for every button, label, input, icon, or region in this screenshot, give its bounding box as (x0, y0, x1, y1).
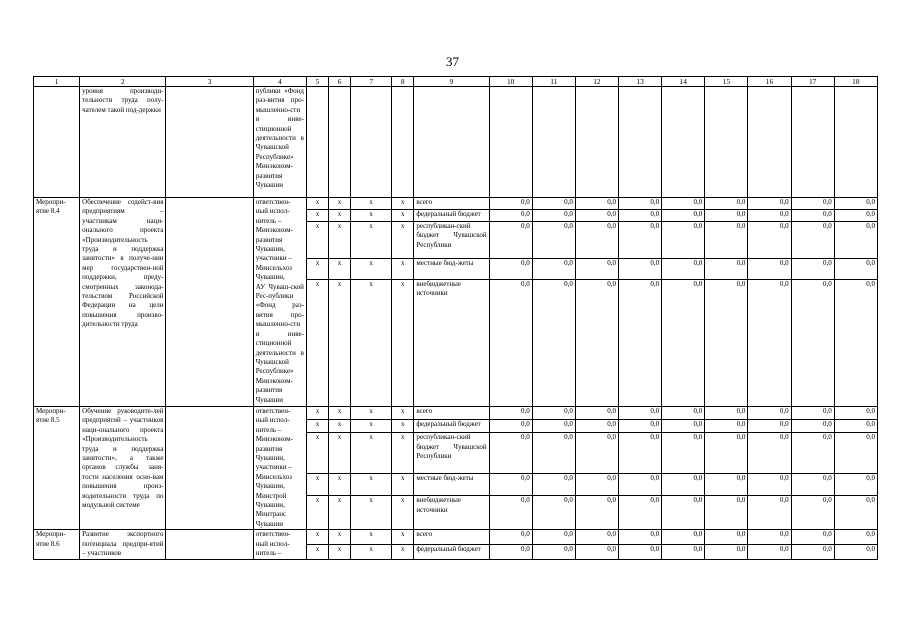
marker-cell: х (306, 420, 328, 433)
amount-cell: 0,0 (662, 280, 705, 407)
marker-cell: х (329, 473, 351, 496)
marker-cell: х (351, 280, 392, 407)
measure-row (34, 407, 878, 420)
amount-cell: 0,0 (705, 280, 748, 407)
header-cell: 12 (575, 77, 618, 87)
cont-empty-cell (748, 87, 791, 198)
amount-cell: 0,0 (748, 420, 791, 433)
amount-cell: 0,0 (834, 433, 877, 473)
marker-cell: х (351, 198, 392, 210)
amount-cell: 0,0 (532, 210, 575, 222)
amount-cell: 0,0 (489, 544, 532, 559)
amount-cell: 0,0 (575, 433, 618, 473)
marker-cell: х (306, 407, 328, 420)
header-cell: 14 (662, 77, 705, 87)
amount-cell: 0,0 (575, 473, 618, 496)
amount-cell: 0,0 (791, 280, 834, 407)
amount-cell: 0,0 (662, 259, 705, 280)
header-cell: 8 (392, 77, 414, 87)
amount-cell: 0,0 (662, 198, 705, 210)
amount-cell: 0,0 (791, 259, 834, 280)
header-cell: 3 (166, 77, 253, 87)
marker-cell: х (329, 433, 351, 473)
cont-empty-cell (619, 87, 662, 198)
amount-cell: 0,0 (489, 407, 532, 420)
amount-cell: 0,0 (662, 473, 705, 496)
amount-cell: 0,0 (575, 544, 618, 559)
executor-line: Минэконом-развития Чувашии, участники – (255, 435, 293, 472)
amount-cell: 0,0 (619, 222, 662, 259)
amount-cell: 0,0 (619, 420, 662, 433)
amount-cell: 0,0 (791, 496, 834, 530)
amount-cell: 0,0 (748, 473, 791, 496)
amount-cell: 0,0 (705, 407, 748, 420)
budget-table (33, 76, 878, 560)
funding-source: федеральный бюджет (414, 420, 489, 433)
measure-row (34, 530, 878, 545)
executor-line: Минэконом-развития Чувашии, (255, 226, 293, 254)
amount-cell: 0,0 (619, 259, 662, 280)
funding-source: всего (414, 198, 489, 210)
header-cell: 9 (414, 77, 489, 87)
amount-cell: 0,0 (489, 473, 532, 496)
measure-id: Меропри-ятие 8.5 (34, 407, 80, 530)
measure-executor (253, 407, 306, 530)
amount-cell: 0,0 (532, 473, 575, 496)
amount-cell: 0,0 (619, 210, 662, 222)
amount-cell: 0,0 (748, 433, 791, 473)
continuation-row (34, 87, 878, 198)
amount-cell: 0,0 (791, 222, 834, 259)
funding-source: республикан-ский бюджет Чувашской Республики (414, 222, 489, 259)
header-cell: 1 (34, 77, 80, 87)
amount-cell: 0,0 (575, 198, 618, 210)
measure-description: Обучение руководите-лей предприятий – участников наци-онального проекта «Производительность труда и поддержка занятости», а также органов службы заня-тости населения осно-вам повышения произ-водительности труда по модульной системе (80, 407, 166, 530)
cont-description: уровня производи-тельности труда полу-чателем такой под-держки (80, 87, 166, 198)
measure-row (34, 198, 878, 210)
cont-empty-cell (306, 87, 328, 198)
measure-description: Развитие экспортного потенциала предпри-ятий – участников (80, 530, 166, 559)
amount-cell: 0,0 (705, 222, 748, 259)
amount-cell: 0,0 (748, 210, 791, 222)
header-cell: 18 (834, 77, 877, 87)
cont-empty-cell (791, 87, 834, 198)
amount-cell: 0,0 (619, 198, 662, 210)
marker-cell: х (392, 473, 414, 496)
marker-cell: х (306, 198, 328, 210)
amount-cell: 0,0 (532, 222, 575, 259)
amount-cell: 0,0 (705, 473, 748, 496)
marker-cell: х (329, 280, 351, 407)
marker-cell: х (351, 420, 392, 433)
marker-cell: х (306, 473, 328, 496)
header-cell: 16 (748, 77, 791, 87)
amount-cell: 0,0 (791, 198, 834, 210)
header-cell: 11 (532, 77, 575, 87)
amount-cell: 0,0 (834, 496, 877, 530)
marker-cell: х (392, 433, 414, 473)
funding-source: внебюджетные источники (414, 280, 489, 407)
cont-empty-cell (834, 87, 877, 198)
amount-cell: 0,0 (575, 496, 618, 530)
amount-cell: 0,0 (705, 420, 748, 433)
amount-cell: 0,0 (532, 259, 575, 280)
amount-cell: 0,0 (619, 280, 662, 407)
amount-cell: 0,0 (619, 473, 662, 496)
executor-line: ный испол- (255, 539, 290, 548)
amount-cell: 0,0 (748, 198, 791, 210)
amount-cell: 0,0 (705, 210, 748, 222)
header-cell: 6 (329, 77, 351, 87)
measure-col3 (166, 530, 253, 559)
measure-executor (253, 198, 306, 407)
executor-line: ответствен- (255, 530, 291, 539)
funding-source: внебюджетные источники (414, 496, 489, 530)
amount-cell: 0,0 (575, 280, 618, 407)
executor-line: Минсельхоз Чувашии, (255, 263, 292, 282)
funding-source: федеральный бюджет (414, 210, 489, 222)
marker-cell: х (351, 530, 392, 545)
marker-cell: х (329, 544, 351, 559)
funding-source: всего (414, 530, 489, 545)
measure-id: Меропри-ятие 8.4 (34, 198, 80, 407)
amount-cell: 0,0 (489, 280, 532, 407)
amount-cell: 0,0 (619, 433, 662, 473)
marker-cell: х (329, 530, 351, 545)
amount-cell: 0,0 (532, 496, 575, 530)
header-cell: 15 (705, 77, 748, 87)
amount-cell: 0,0 (705, 198, 748, 210)
amount-cell: 0,0 (834, 407, 877, 420)
marker-cell: х (329, 259, 351, 280)
marker-cell: х (306, 210, 328, 222)
amount-cell: 0,0 (748, 544, 791, 559)
amount-cell: 0,0 (748, 407, 791, 420)
amount-cell: 0,0 (532, 433, 575, 473)
cont-empty-cell (392, 87, 414, 198)
amount-cell: 0,0 (834, 473, 877, 496)
executor-line: нитель – (255, 549, 282, 558)
amount-cell: 0,0 (489, 496, 532, 530)
marker-cell: х (351, 473, 392, 496)
amount-cell: 0,0 (575, 222, 618, 259)
marker-cell: х (392, 280, 414, 407)
executor-line: нитель – (255, 425, 282, 434)
header-cell: 5 (306, 77, 328, 87)
amount-cell: 0,0 (705, 433, 748, 473)
header-cell: 10 (489, 77, 532, 87)
marker-cell: х (306, 433, 328, 473)
amount-cell: 0,0 (791, 473, 834, 496)
amount-cell: 0,0 (619, 544, 662, 559)
funding-source: всего (414, 407, 489, 420)
marker-cell: х (392, 420, 414, 433)
header-cell: 13 (619, 77, 662, 87)
executor-line: ответствен- (255, 407, 291, 415)
amount-cell: 0,0 (575, 407, 618, 420)
amount-cell: 0,0 (662, 407, 705, 420)
marker-cell: х (392, 407, 414, 420)
amount-cell: 0,0 (532, 198, 575, 210)
cont-empty-cell (705, 87, 748, 198)
amount-cell: 0,0 (532, 407, 575, 420)
amount-cell: 0,0 (489, 530, 532, 545)
amount-cell: 0,0 (489, 433, 532, 473)
amount-cell: 0,0 (834, 530, 877, 545)
executor-line: Минстрой Чувашии, Минтранс Чувашии (255, 491, 287, 528)
marker-cell: х (392, 222, 414, 259)
funding-source: местные бюд-жеты (414, 259, 489, 280)
amount-cell: 0,0 (575, 530, 618, 545)
amount-cell: 0,0 (662, 433, 705, 473)
cont-empty-cell (575, 87, 618, 198)
executor-line: ответствен- (255, 198, 291, 206)
amount-cell: 0,0 (791, 530, 834, 545)
measure-col3 (166, 407, 253, 530)
amount-cell: 0,0 (748, 530, 791, 545)
amount-cell: 0,0 (662, 210, 705, 222)
cont-id-cell (34, 87, 80, 198)
amount-cell: 0,0 (575, 210, 618, 222)
amount-cell: 0,0 (575, 259, 618, 280)
executor-line: Минсельхоз Чувашии, (255, 472, 292, 491)
marker-cell: х (351, 259, 392, 280)
amount-cell: 0,0 (532, 544, 575, 559)
amount-cell: 0,0 (575, 420, 618, 433)
marker-cell: х (306, 280, 328, 407)
marker-cell: х (329, 222, 351, 259)
amount-cell: 0,0 (662, 530, 705, 545)
marker-cell: х (329, 420, 351, 433)
cont-empty-cell (351, 87, 392, 198)
marker-cell: х (392, 259, 414, 280)
amount-cell: 0,0 (834, 222, 877, 259)
page-number: 37 (446, 54, 459, 69)
executor-line: ный испол- (255, 416, 290, 425)
executor-line: ный испол- (255, 207, 290, 216)
amount-cell: 0,0 (834, 210, 877, 222)
header-row (34, 77, 878, 87)
amount-cell: 0,0 (834, 544, 877, 559)
cont-empty-cell (662, 87, 705, 198)
header-cell: 2 (80, 77, 166, 87)
marker-cell: х (329, 198, 351, 210)
marker-cell: х (306, 222, 328, 259)
amount-cell: 0,0 (834, 280, 877, 407)
header-cell: 17 (791, 77, 834, 87)
amount-cell: 0,0 (791, 420, 834, 433)
funding-source: местные бюд-жеты (414, 473, 489, 496)
amount-cell: 0,0 (748, 496, 791, 530)
marker-cell: х (306, 530, 328, 545)
measure-executor (253, 530, 306, 559)
amount-cell: 0,0 (619, 496, 662, 530)
amount-cell: 0,0 (791, 433, 834, 473)
measure-id: Меропри-ятие 8.6 (34, 530, 80, 559)
amount-cell: 0,0 (619, 407, 662, 420)
amount-cell: 0,0 (662, 496, 705, 530)
marker-cell: х (392, 530, 414, 545)
amount-cell: 0,0 (791, 544, 834, 559)
cont-empty-cell (414, 87, 489, 198)
amount-cell: 0,0 (662, 222, 705, 259)
executor-line: участники – (255, 254, 292, 263)
amount-cell: 0,0 (489, 259, 532, 280)
amount-cell: 0,0 (532, 530, 575, 545)
amount-cell: 0,0 (619, 530, 662, 545)
amount-cell: 0,0 (662, 420, 705, 433)
amount-cell: 0,0 (791, 210, 834, 222)
amount-cell: 0,0 (705, 259, 748, 280)
amount-cell: 0,0 (705, 544, 748, 559)
marker-cell: х (392, 198, 414, 210)
amount-cell: 0,0 (705, 496, 748, 530)
amount-cell: 0,0 (662, 544, 705, 559)
funding-source: федеральный бюджет (414, 544, 489, 559)
marker-cell: х (306, 259, 328, 280)
marker-cell: х (351, 407, 392, 420)
marker-cell: х (351, 222, 392, 259)
marker-cell: х (351, 210, 392, 222)
marker-cell: х (329, 496, 351, 530)
measure-description: Обеспечение содейст-вия предприятиям – участникам наци-онального проекта «Производительность труда и поддержка занятости» в получе-нии мер государствен-ной поддержки, преду-смотренных законода-тельством Российской Федерации на цели повышения произво-дительности труда (80, 198, 166, 407)
amount-cell: 0,0 (834, 259, 877, 280)
amount-cell: 0,0 (532, 280, 575, 407)
amount-cell: 0,0 (748, 222, 791, 259)
cont-executor: публики «Фонд раз-вития про-мышленно-сти и инве-стиционной деятельности в Чувашской Республике» Минэконом-развития Чувашии (253, 87, 306, 198)
amount-cell: 0,0 (834, 420, 877, 433)
amount-cell: 0,0 (791, 407, 834, 420)
amount-cell: 0,0 (748, 259, 791, 280)
amount-cell: 0,0 (489, 198, 532, 210)
executor-line: нитель – (255, 216, 282, 225)
cont-col3 (166, 87, 253, 198)
measure-col3 (166, 198, 253, 407)
executor-line: АУ Чуваш-ской Рес-публики «Фонд раз-вития про-мышленно-сти и инве-стиционной деятельности в Чувашской Республике» Минэконом-развития Чувашии (255, 282, 304, 404)
marker-cell: х (351, 544, 392, 559)
cont-empty-cell (532, 87, 575, 198)
marker-cell: х (329, 210, 351, 222)
marker-cell: х (351, 496, 392, 530)
marker-cell: х (306, 496, 328, 530)
marker-cell: х (392, 544, 414, 559)
amount-cell: 0,0 (748, 280, 791, 407)
amount-cell: 0,0 (532, 420, 575, 433)
amount-cell: 0,0 (834, 198, 877, 210)
amount-cell: 0,0 (489, 420, 532, 433)
marker-cell: х (329, 407, 351, 420)
marker-cell: х (351, 433, 392, 473)
marker-cell: х (392, 210, 414, 222)
cont-empty-cell (489, 87, 532, 198)
amount-cell: 0,0 (705, 530, 748, 545)
marker-cell: х (392, 496, 414, 530)
amount-cell: 0,0 (489, 210, 532, 222)
marker-cell: х (306, 544, 328, 559)
funding-source: республикан-ский бюджет Чувашской Республики (414, 433, 489, 473)
header-cell: 7 (351, 77, 392, 87)
cont-empty-cell (329, 87, 351, 198)
amount-cell: 0,0 (489, 222, 532, 259)
header-cell: 4 (253, 77, 306, 87)
